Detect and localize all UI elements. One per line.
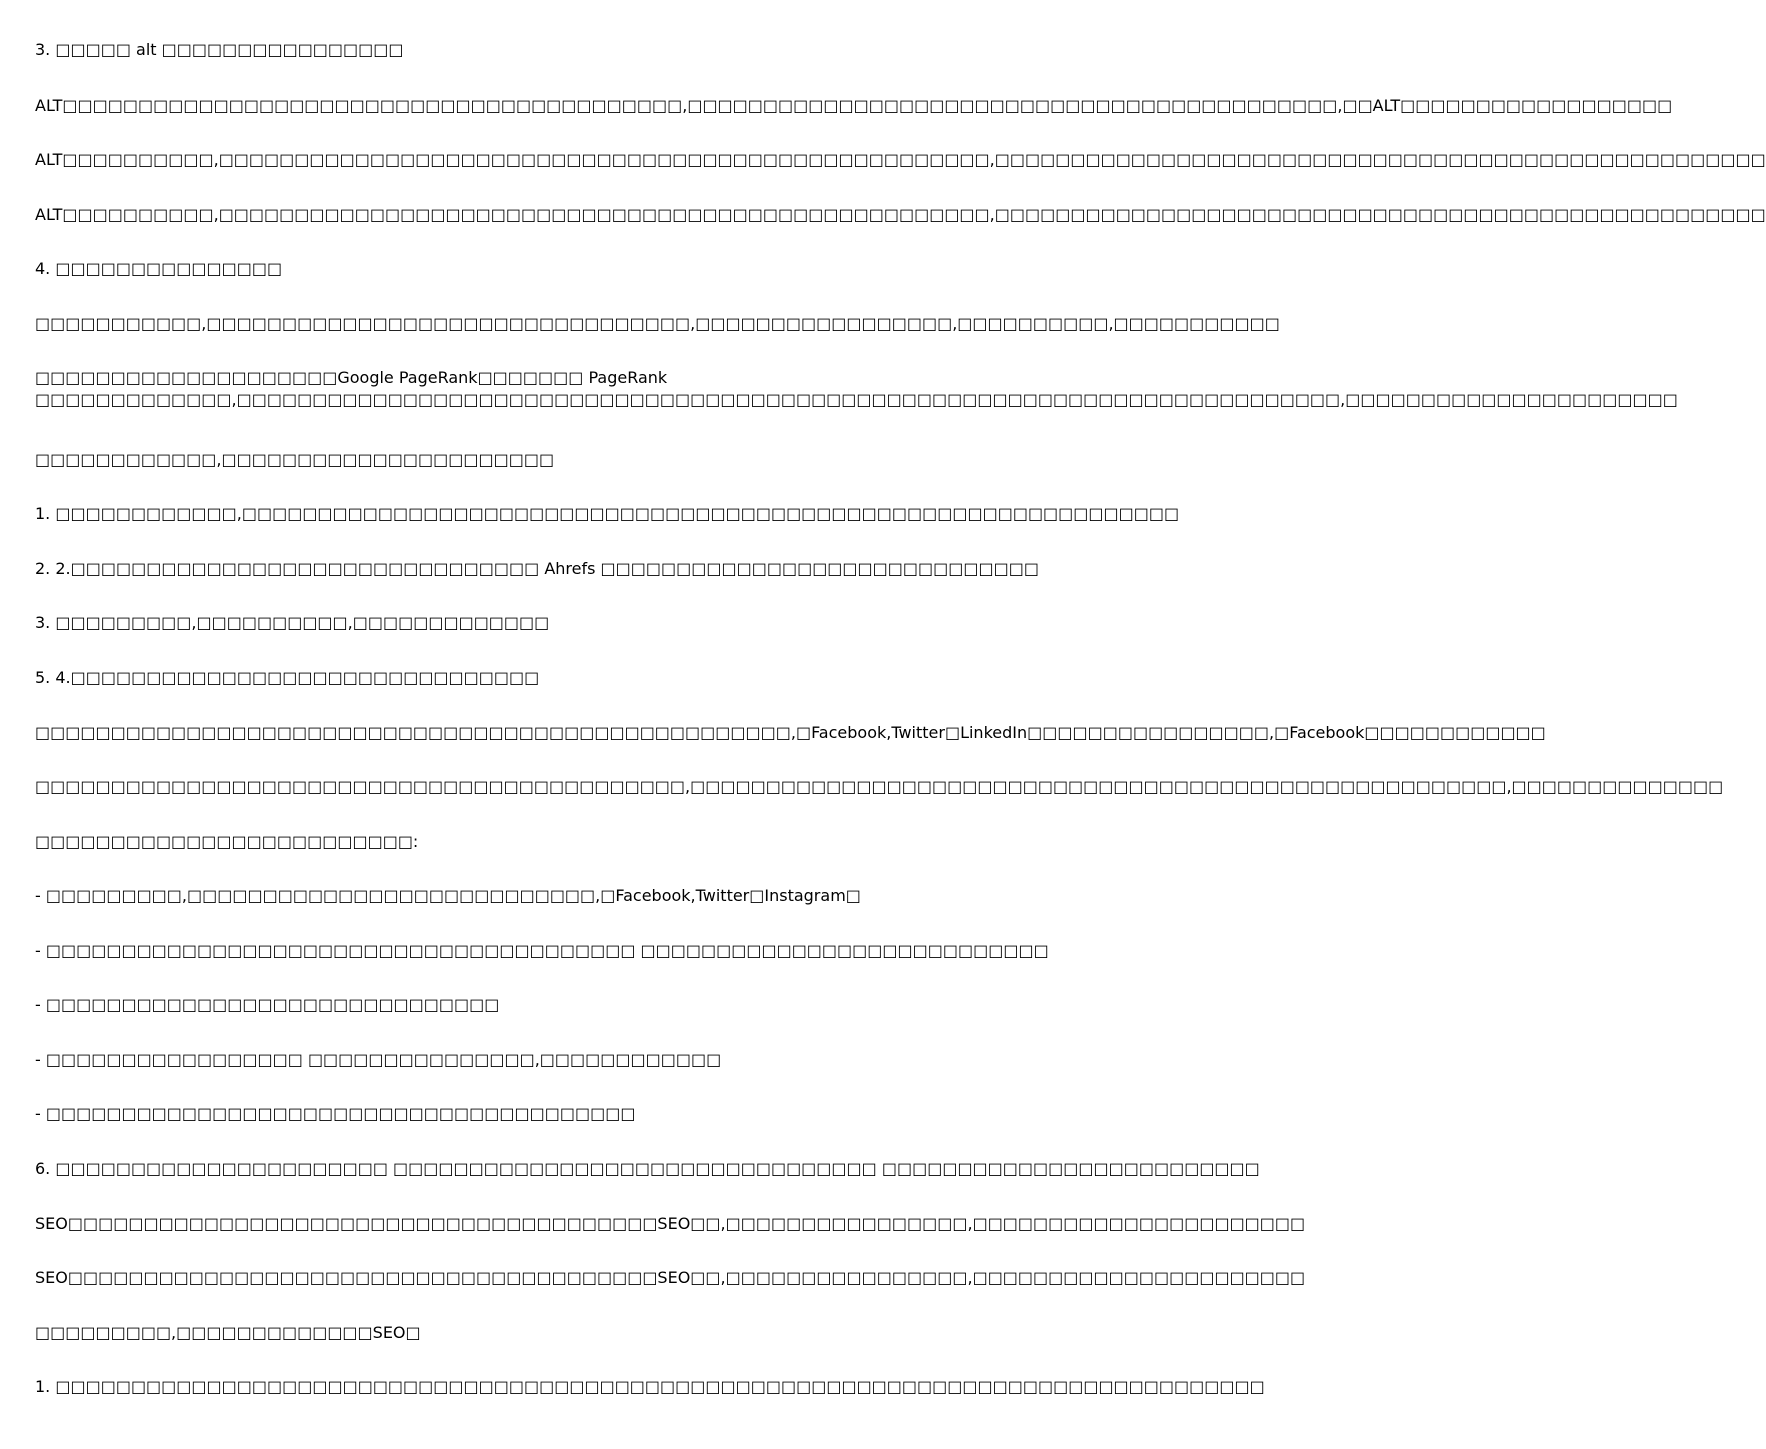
paragraph-line: SEO□□□□□□□□□□□□□□□□□□□□□□□□□□□□□□□□□□□□□□□SEO□□,□□□□□□□□□□□□□□□□,□□□□□□□□□□□□□□□□□□□□□□ — [35, 1214, 1306, 1233]
list-item: 1. □□□□□□□□□□□□,□□□□□□□□□□□□□□□□□□□□□□□□□□□□□□□□□□□□□□□□□□□□□□□□□□□□□□□□□□□□□□ — [35, 504, 1180, 523]
paragraph-pagerank: □□□□□□□□□□□□□□□□□□□□Google PageRank□□□□□□□ PageRank □□□□□□□□□□□□□,□□□□□□□□□□□□□□□□□□□□□□□□□□□□□□□□□□□□□□□□□□□□□□□□□□□□□□□□□□□□□□□□□□□□□□□□□,□□□□□□□□□□□□□□□□□□□□□□ — [35, 368, 1678, 409]
list-item: 3. □□□□□□□□□,□□□□□□□□□□,□□□□□□□□□□□□□ — [35, 613, 550, 632]
paragraph-line: □□□□□□□□□□□□□□□□□□□□□□□□□□□□□□□□□□□□□□□□□□□,□□□□□□□□□□□□□□□□□□□□□□□□□□□□□□□□□□□□□□□□□□□□□□□□□□□□□□,□□□□□□□□□□□□□□ — [35, 777, 1724, 796]
heading-section-4: 4. □□□□□□□□□□□□□□□ — [35, 259, 283, 278]
bullet-item: - □□□□□□□□□□□□□□□□□ □□□□□□□□□□□□□□□,□□□□□□□□□□□□ — [35, 1050, 722, 1069]
paragraph-line: □□□□□□□□□□□□□□□□□□□□□□□□□□□□□□□□□□□□□□□□□□□□□□□□□□,□Facebook,Twitter□LinkedIn□□□□□□□□□□□□□□□□,□Facebook□□□□□□□□□□□□ — [35, 723, 1546, 742]
paragraph-line: ALT□□□□□□□□□□,□□□□□□□□□□□□□□□□□□□□□□□□□□□□□□□□□□□□□□□□□□□□□□□□□□□,□□□□□□□□□□□□□□□□□□□□□□□□□□□□□□□□□□□□□□□□□□□□□□□□□□□ — [35, 150, 1766, 169]
heading-alt-tags: 3. □□□□□ alt □□□□□□□□□□□□□□□□ — [35, 40, 404, 59]
heading-section-5: 5. 4.□□□□□□□□□□□□□□□□□□□□□□□□□□□□□□□ — [35, 668, 540, 687]
paragraph-line: □□□□□□□□□□□,□□□□□□□□□□□□□□□□□□□□□□□□□□□□□□□□,□□□□□□□□□□□□□□□□□,□□□□□□□□□□,□□□□□□□□□□□ — [35, 314, 1280, 333]
bullet-item: - □□□□□□□□□□□□□□□□□□□□□□□□□□□□□□□□□□□□□□□ □□□□□□□□□□□□□□□□□□□□□□□□□□□ — [35, 941, 1049, 960]
paragraph-line: □□□□□□□□□□□□,□□□□□□□□□□□□□□□□□□□□□□ — [35, 450, 555, 469]
bullet-item: - □□□□□□□□□□□□□□□□□□□□□□□□□□□□□□ — [35, 995, 500, 1014]
bullet-item: - □□□□□□□□□□□□□□□□□□□□□□□□□□□□□□□□□□□□□□□ — [35, 1104, 636, 1123]
paragraph-line: ALT□□□□□□□□□□,□□□□□□□□□□□□□□□□□□□□□□□□□□□□□□□□□□□□□□□□□□□□□□□□□□□,□□□□□□□□□□□□□□□□□□□□□□□□□□□□□□□□□□□□□□□□□□□□□□□□□□□ — [35, 205, 1766, 224]
list-item: 1. □□□□□□□□□□□□□□□□□□□□□□□□□□□□□□□□□□□□□□□□□□□□□□□□□□□□□□□□□□□□□□□□□□□□□□□□□□□□□□□□ — [35, 1377, 1265, 1396]
document-page — [35, 0, 1766, 1449]
paragraph-line: ALT□□□□□□□□□□□□□□□□□□□□□□□□□□□□□□□□□□□□□□□□□,□□□□□□□□□□□□□□□□□□□□□□□□□□□□□□□□□□□□□□□□□□□,□□ALT□□□□□□□□□□□□□□□□□□ — [35, 96, 1673, 115]
paragraph-line: SEO□□□□□□□□□□□□□□□□□□□□□□□□□□□□□□□□□□□□□□□SEO□□,□□□□□□□□□□□□□□□□,□□□□□□□□□□□□□□□□□□□□□□ — [35, 1268, 1306, 1287]
paragraph-line: □□□□□□□□□,□□□□□□□□□□□□□SEO□ — [35, 1323, 421, 1342]
paragraph-line: □□□□□□□□□□□□□□□□□□□□□□□□□: — [35, 832, 419, 851]
list-item: 2. 2.□□□□□□□□□□□□□□□□□□□□□□□□□□□□□□□ Ahrefs □□□□□□□□□□□□□□□□□□□□□□□□□□□□□ — [35, 559, 1039, 578]
bullet-item: - □□□□□□□□□,□□□□□□□□□□□□□□□□□□□□□□□□□□□,□Facebook,Twitter□Instagram□ — [35, 886, 861, 905]
heading-section-6: 6. □□□□□□□□□□□□□□□□□□□□□□ □□□□□□□□□□□□□□□□□□□□□□□□□□□□□□□□ □□□□□□□□□□□□□□□□□□□□□□□□□ — [35, 1159, 1260, 1178]
